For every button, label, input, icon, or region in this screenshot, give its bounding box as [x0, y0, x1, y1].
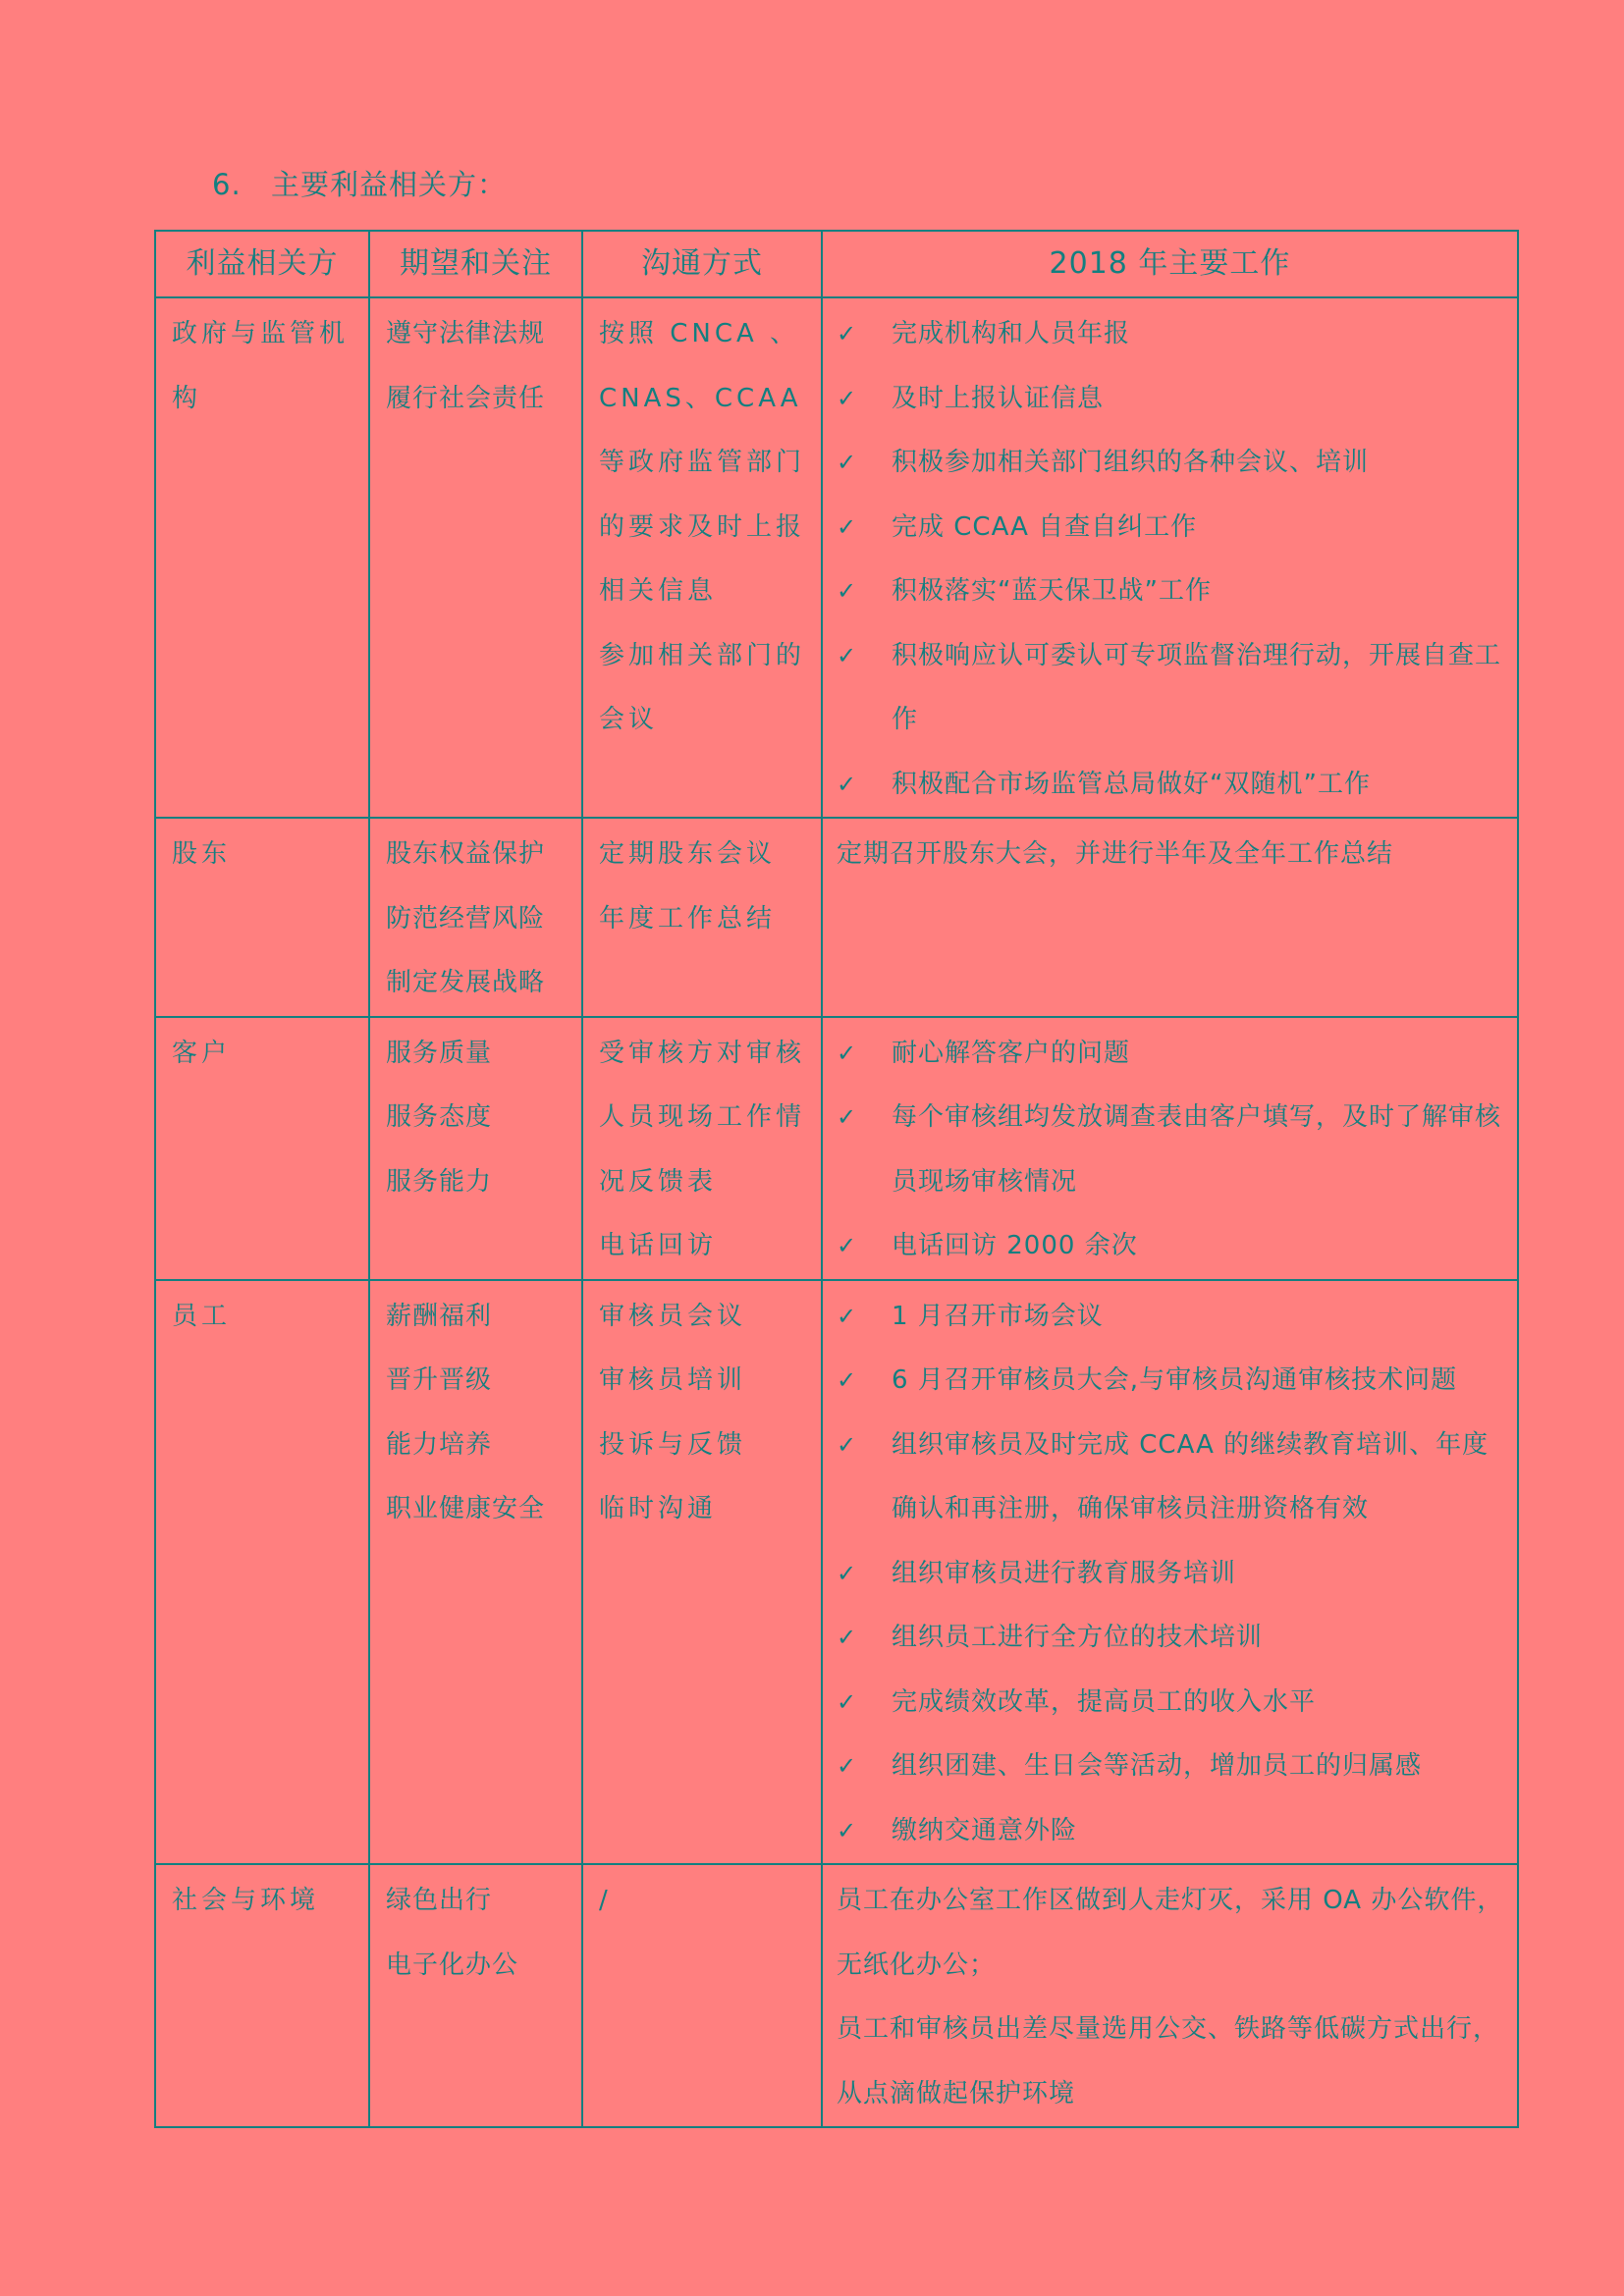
work-item [837, 302, 1507, 367]
work-item [837, 1349, 1507, 1414]
work-item-text: 完成绩效改革，提高员工的收入水平 [892, 1686, 1317, 1717]
work-paragraph: 员工和审核员出差尽量选用公交、铁路等低碳方式出行，从点滴做起保护环境 [837, 2014, 1500, 2109]
work-item [837, 1606, 1507, 1671]
cell-communication [582, 297, 822, 818]
stakeholder-name: 政府与监管机构 [172, 319, 350, 413]
expectation-item: 制定发展战略 [386, 968, 546, 997]
work-item [837, 367, 1507, 432]
checkmark-icon: ✓ [837, 1687, 858, 1716]
checkmark-icon: ✓ [837, 1302, 858, 1330]
work-item-text: 完成机构和人员年报 [892, 319, 1131, 348]
work-item [837, 1414, 1507, 1542]
checkmark-icon: ✓ [837, 1232, 858, 1259]
work-item-text: 及时上报认证信息 [892, 383, 1105, 413]
communication-item: 电话回访 [599, 1231, 718, 1260]
header-expectations: 期望和关注 [369, 231, 582, 297]
expectation-item: 电子化办公 [386, 1949, 519, 1980]
cell-stakeholder [155, 818, 369, 1017]
cell-main-work [822, 1864, 1518, 2127]
work-item [837, 1214, 1507, 1279]
cell-main-work [822, 1017, 1518, 1280]
stakeholder-table [154, 230, 1519, 2128]
work-item [837, 431, 1507, 496]
work-item [837, 1671, 1507, 1735]
cell-main-work [822, 818, 1518, 1017]
work-paragraph: 员工在办公室工作区做到人走灯灭，采用 OA 办公软件，无纸化办公； [837, 1886, 1504, 1980]
checkmark-icon: ✓ [837, 1816, 858, 1844]
work-item-text: 完成 CCAA 自查自纠工作 [892, 511, 1198, 542]
work-item [837, 1022, 1507, 1087]
expectation-item: 履行社会责任 [386, 383, 546, 413]
communication-item: 审核员会议 [599, 1301, 747, 1331]
expectation-item: 服务能力 [386, 1166, 493, 1197]
checkmark-icon: ✓ [837, 770, 858, 798]
stakeholder-name: 员工 [172, 1301, 232, 1331]
cell-stakeholder [155, 1280, 369, 1865]
work-item [837, 1735, 1507, 1799]
work-item [837, 496, 1507, 561]
work-checklist [823, 1018, 1517, 1279]
work-item-text: 组织团建、生日会等活动，增加员工的归属感 [892, 1751, 1423, 1781]
table-row [155, 1864, 1518, 2127]
cell-communication [582, 1280, 822, 1865]
work-item-text: 组织员工进行全方位的技术培训 [892, 1623, 1264, 1652]
work-item-text: 积极响应认可委认可专项监督治理行动，开展自查工作 [892, 640, 1502, 734]
work-item-text: 积极参加相关部门组织的各种会议、培训 [892, 448, 1370, 477]
expectation-item: 能力培养 [386, 1429, 493, 1460]
checkmark-icon: ✓ [837, 1103, 858, 1131]
communication-item: 参加相关部门的会议 [599, 640, 806, 734]
header-main-work: 2018 年主要工作 [822, 231, 1518, 297]
checkmark-icon: ✓ [837, 320, 858, 347]
cell-expectations [369, 1017, 582, 1280]
checkmark-icon: ✓ [837, 641, 858, 669]
checkmark-icon: ✓ [837, 1559, 858, 1587]
header-stakeholder: 利益相关方 [155, 231, 369, 297]
cell-communication [582, 1017, 822, 1280]
work-paragraph: 定期召开股东大会，并进行半年及全年工作总结 [837, 839, 1394, 869]
communication-item: 定期股东会议 [599, 839, 777, 869]
expectation-item: 遵守法律法规 [386, 319, 546, 348]
work-checklist [823, 1281, 1517, 1864]
work-item-text: 组织审核员及时完成 CCAA 的继续教育培训、年度确认和再注册，确保审核员注册资格有效 [892, 1429, 1489, 1523]
work-item-text: 积极配合市场监管总局做好“双随机”工作 [892, 769, 1371, 799]
header-communication: 沟通方式 [582, 231, 822, 297]
checkmark-icon: ✓ [837, 1366, 858, 1394]
expectation-item: 晋升晋级 [386, 1365, 493, 1395]
table-row [155, 1280, 1518, 1865]
work-item [837, 753, 1507, 818]
work-item-text: 1 月召开市场会议 [892, 1301, 1104, 1331]
table-row [155, 1017, 1518, 1280]
work-item [837, 1799, 1507, 1864]
work-item-text: 组织审核员进行教育服务培训 [892, 1558, 1237, 1588]
cell-communication [582, 818, 822, 1017]
communication-item: 年度工作总结 [599, 903, 777, 934]
checkmark-icon: ✓ [837, 512, 858, 541]
checkmark-icon: ✓ [837, 1430, 858, 1459]
work-item [837, 1285, 1507, 1350]
communication-item: 审核员培训 [599, 1365, 747, 1395]
cell-main-work [822, 1280, 1518, 1865]
work-item [837, 624, 1507, 753]
work-item-text: 耐心解答客户的问题 [892, 1038, 1131, 1068]
cell-main-work [822, 297, 1518, 818]
work-item [837, 1086, 1507, 1214]
cell-stakeholder [155, 297, 369, 818]
expectation-item: 薪酬福利 [386, 1301, 493, 1331]
cell-communication [582, 1864, 822, 2127]
communication-item: 临时沟通 [599, 1494, 718, 1523]
cell-expectations [369, 1864, 582, 2127]
table-row [155, 818, 1518, 1017]
expectation-item: 防范经营风险 [386, 903, 546, 934]
cell-stakeholder [155, 1017, 369, 1280]
work-item [837, 560, 1507, 624]
expectation-item: 职业健康安全 [386, 1494, 546, 1523]
work-item-text: 每个审核组均发放调查表由客户填写，及时了解审核员现场审核情况 [892, 1102, 1502, 1197]
checkmark-icon: ✓ [837, 1752, 858, 1780]
expectation-item: 股东权益保护 [386, 839, 546, 869]
cell-expectations [369, 818, 582, 1017]
section-number: 6. [212, 168, 242, 201]
work-item-text: 电话回访 2000 余次 [892, 1231, 1138, 1260]
expectation-item: 服务态度 [386, 1102, 493, 1132]
work-item-text: 6 月召开审核员大会,与审核员沟通审核技术问题 [892, 1365, 1458, 1395]
communication-item: 受审核方对审核人员现场工作情况反馈表 [599, 1038, 806, 1197]
work-item [837, 1542, 1507, 1607]
cell-expectations [369, 1280, 582, 1865]
checkmark-icon: ✓ [837, 384, 858, 412]
work-checklist [823, 298, 1517, 817]
expectation-item: 绿色出行 [386, 1886, 493, 1915]
communication-item: / [599, 1886, 612, 1915]
table-row [155, 297, 1518, 818]
communication-item: 按照 CNCA 、CNAS、CCAA 等政府监管部门的要求及时上报相关信息 [599, 319, 806, 606]
checkmark-icon: ✓ [837, 1624, 858, 1651]
stakeholder-name: 股东 [172, 839, 232, 869]
work-item-text: 积极落实“蓝天保卫战”工作 [892, 576, 1212, 606]
cell-expectations [369, 297, 582, 818]
expectation-item: 服务质量 [386, 1038, 493, 1068]
table-header-row [155, 231, 1518, 297]
section-title: 主要利益相关方： [271, 168, 508, 201]
work-item-text: 缴纳交通意外险 [892, 1815, 1078, 1845]
stakeholder-name: 客户 [172, 1038, 232, 1068]
checkmark-icon: ✓ [837, 577, 858, 605]
stakeholder-name: 社会与环境 [172, 1886, 320, 1915]
section-heading [212, 165, 507, 204]
communication-item: 投诉与反馈 [599, 1429, 747, 1460]
checkmark-icon: ✓ [837, 449, 858, 476]
cell-stakeholder [155, 1864, 369, 2127]
checkmark-icon: ✓ [837, 1039, 858, 1067]
